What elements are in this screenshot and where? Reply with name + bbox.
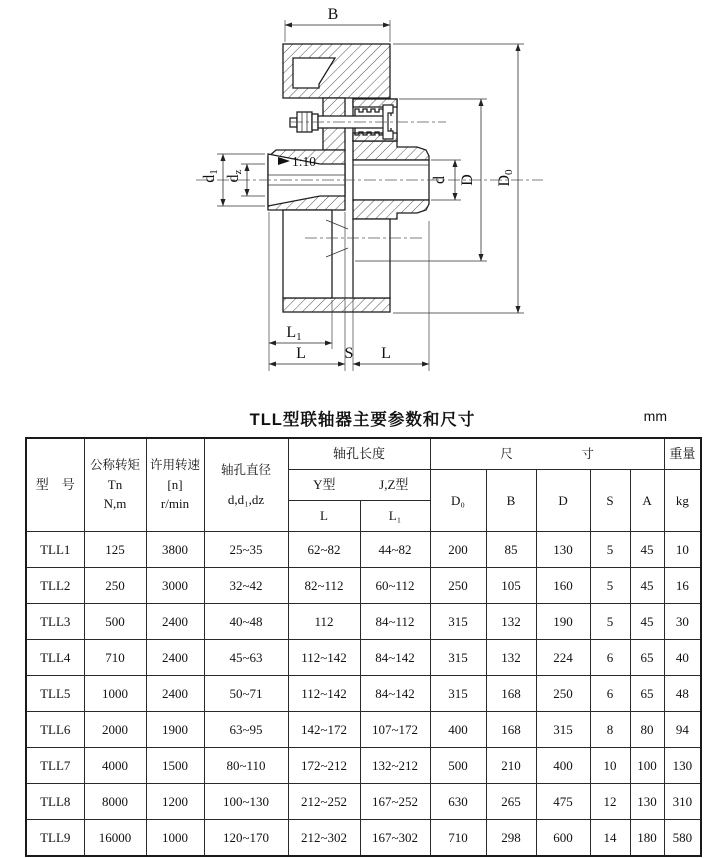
value-cell: 132	[486, 640, 536, 676]
model-cell: TLL3	[26, 604, 84, 640]
value-cell: 630	[430, 784, 486, 820]
dim-B	[285, 6, 390, 42]
label-dz: dz	[225, 169, 244, 183]
value-cell: 298	[486, 820, 536, 857]
value-cell: 100~130	[204, 784, 288, 820]
value-cell: 132~212	[360, 748, 430, 784]
col-header-D: D	[536, 470, 590, 532]
value-cell: 65	[630, 676, 664, 712]
value-cell: 710	[84, 640, 146, 676]
value-cell: 250	[536, 676, 590, 712]
model-cell: TLL8	[26, 784, 84, 820]
value-cell: 2400	[146, 676, 204, 712]
col-header-jz-type: J,Z型	[379, 477, 409, 493]
model-cell: TLL9	[26, 820, 84, 857]
value-cell: 10	[664, 532, 701, 568]
value-cell: 168	[486, 676, 536, 712]
value-cell: 60~112	[360, 568, 430, 604]
value-cell: 250	[84, 568, 146, 604]
value-cell: 14	[590, 820, 630, 857]
value-cell: 80~110	[204, 748, 288, 784]
value-cell: 45	[630, 604, 664, 640]
value-cell: 32~42	[204, 568, 288, 604]
table-row	[26, 568, 701, 604]
table-title-bar	[0, 400, 725, 432]
value-cell: 105	[486, 568, 536, 604]
table-body	[26, 532, 701, 857]
value-cell: 167~302	[360, 820, 430, 857]
value-cell: 40	[664, 640, 701, 676]
parameters-table	[25, 437, 702, 857]
value-cell: 100	[630, 748, 664, 784]
col-header-B: B	[486, 470, 536, 532]
value-cell: 48	[664, 676, 701, 712]
col-header-A: A	[630, 470, 664, 532]
label-S: S	[344, 345, 354, 362]
value-cell: 1500	[146, 748, 204, 784]
label-L-right: L	[381, 345, 391, 362]
value-cell: 45	[630, 532, 664, 568]
value-cell: 315	[430, 640, 486, 676]
col-header-bore-types	[288, 470, 430, 501]
col-header-model: 型 号	[26, 438, 84, 532]
value-cell: 172~212	[288, 748, 360, 784]
label-L-left: L	[296, 345, 306, 362]
value-cell: 250	[430, 568, 486, 604]
model-cell: TLL6	[26, 712, 84, 748]
value-cell: 200	[430, 532, 486, 568]
unit-label: mm	[643, 408, 667, 424]
value-cell: 112~142	[288, 640, 360, 676]
col-header-bore-diameter: 轴孔直径 d,d₁,dz	[204, 438, 288, 532]
value-cell: 212~302	[288, 820, 360, 857]
value-cell: 212~252	[288, 784, 360, 820]
value-cell: 5	[590, 568, 630, 604]
col-header-bore-length: 轴孔长度	[288, 438, 430, 470]
value-cell: 500	[430, 748, 486, 784]
table-row	[26, 604, 701, 640]
value-cell: 45~63	[204, 640, 288, 676]
value-cell: 400	[430, 712, 486, 748]
value-cell: 80	[630, 712, 664, 748]
value-cell: 44~82	[360, 532, 430, 568]
model-cell: TLL1	[26, 532, 84, 568]
value-cell: 310	[664, 784, 701, 820]
value-cell: 265	[486, 784, 536, 820]
label-d1: d1	[201, 169, 220, 183]
value-cell: 3800	[146, 532, 204, 568]
value-cell: 30	[664, 604, 701, 640]
table-row	[26, 712, 701, 748]
col-header-y-type: Y型	[313, 477, 336, 493]
table-header	[26, 438, 701, 532]
value-cell: 16000	[84, 820, 146, 857]
value-cell: 2000	[84, 712, 146, 748]
value-cell: 190	[536, 604, 590, 640]
value-cell: 167~252	[360, 784, 430, 820]
value-cell: 84~112	[360, 604, 430, 640]
table-row	[26, 532, 701, 568]
value-cell: 40~48	[204, 604, 288, 640]
value-cell: 130	[630, 784, 664, 820]
col-header-weight-unit: kg	[664, 470, 701, 532]
value-cell: 315	[430, 676, 486, 712]
value-cell: 84~142	[360, 676, 430, 712]
value-cell: 130	[664, 748, 701, 784]
model-cell: TLL2	[26, 568, 84, 604]
value-cell: 168	[486, 712, 536, 748]
col-header-size: 尺 寸	[430, 438, 664, 470]
value-cell: 160	[536, 568, 590, 604]
table-row	[26, 820, 701, 857]
value-cell: 224	[536, 640, 590, 676]
value-cell: 25~35	[204, 532, 288, 568]
value-cell: 63~95	[204, 712, 288, 748]
bolt-tip	[290, 118, 297, 127]
label-d: d	[431, 176, 448, 184]
model-cell: TLL5	[26, 676, 84, 712]
col-header-L: L	[288, 501, 360, 532]
left-hub-section	[268, 150, 345, 298]
col-header-torque: 公称转矩 Tn N,m	[84, 438, 146, 532]
value-cell: 120~170	[204, 820, 288, 857]
value-cell: 125	[84, 532, 146, 568]
label-D0: D0	[496, 169, 515, 187]
value-cell: 500	[84, 604, 146, 640]
label-D: D	[459, 174, 476, 186]
value-cell: 6	[590, 676, 630, 712]
value-cell: 1000	[146, 820, 204, 857]
value-cell: 315	[536, 712, 590, 748]
value-cell: 50~71	[204, 676, 288, 712]
value-cell: 580	[664, 820, 701, 857]
value-cell: 6	[590, 640, 630, 676]
value-cell: 4000	[84, 748, 146, 784]
value-cell: 142~172	[288, 712, 360, 748]
value-cell: 710	[430, 820, 486, 857]
table-row	[26, 676, 701, 712]
value-cell: 130	[536, 532, 590, 568]
col-header-D0: D₀	[430, 470, 486, 532]
col-header-L1: L₁	[360, 501, 430, 532]
table-title: TLL型联轴器主要参数和尺寸	[249, 411, 476, 429]
value-cell: 12	[590, 784, 630, 820]
value-cell: 112	[288, 604, 360, 640]
value-cell: 1000	[84, 676, 146, 712]
model-cell: TLL7	[26, 748, 84, 784]
value-cell: 65	[630, 640, 664, 676]
value-cell: 400	[536, 748, 590, 784]
value-cell: 10	[590, 748, 630, 784]
value-cell: 5	[590, 532, 630, 568]
value-cell: 132	[486, 604, 536, 640]
value-cell: 85	[486, 532, 536, 568]
value-cell: 62~82	[288, 532, 360, 568]
value-cell: 8000	[84, 784, 146, 820]
value-cell: 45	[630, 568, 664, 604]
value-cell: 84~142	[360, 640, 430, 676]
model-cell: TLL4	[26, 640, 84, 676]
value-cell: 107~172	[360, 712, 430, 748]
label-B: B	[327, 6, 339, 23]
col-header-weight: 重量	[664, 438, 701, 470]
value-cell: 475	[536, 784, 590, 820]
table-row	[26, 748, 701, 784]
value-cell: 1200	[146, 784, 204, 820]
value-cell: 3000	[146, 568, 204, 604]
value-cell: 2400	[146, 640, 204, 676]
value-cell: 82~112	[288, 568, 360, 604]
col-header-speed: 许用转速 [n] r/min	[146, 438, 204, 532]
value-cell: 94	[664, 712, 701, 748]
table-row	[26, 784, 701, 820]
value-cell: 5	[590, 604, 630, 640]
value-cell: 180	[630, 820, 664, 857]
value-cell: 16	[664, 568, 701, 604]
value-cell: 600	[536, 820, 590, 857]
value-cell: 8	[590, 712, 630, 748]
coupling-section-drawing	[0, 0, 725, 398]
taper-label: 1:10	[292, 154, 317, 169]
value-cell: 1900	[146, 712, 204, 748]
label-L1: L1	[286, 324, 302, 343]
value-cell: 315	[430, 604, 486, 640]
table-row	[26, 640, 701, 676]
value-cell: 210	[486, 748, 536, 784]
col-header-S: S	[590, 470, 630, 532]
value-cell: 112~142	[288, 676, 360, 712]
value-cell: 2400	[146, 604, 204, 640]
